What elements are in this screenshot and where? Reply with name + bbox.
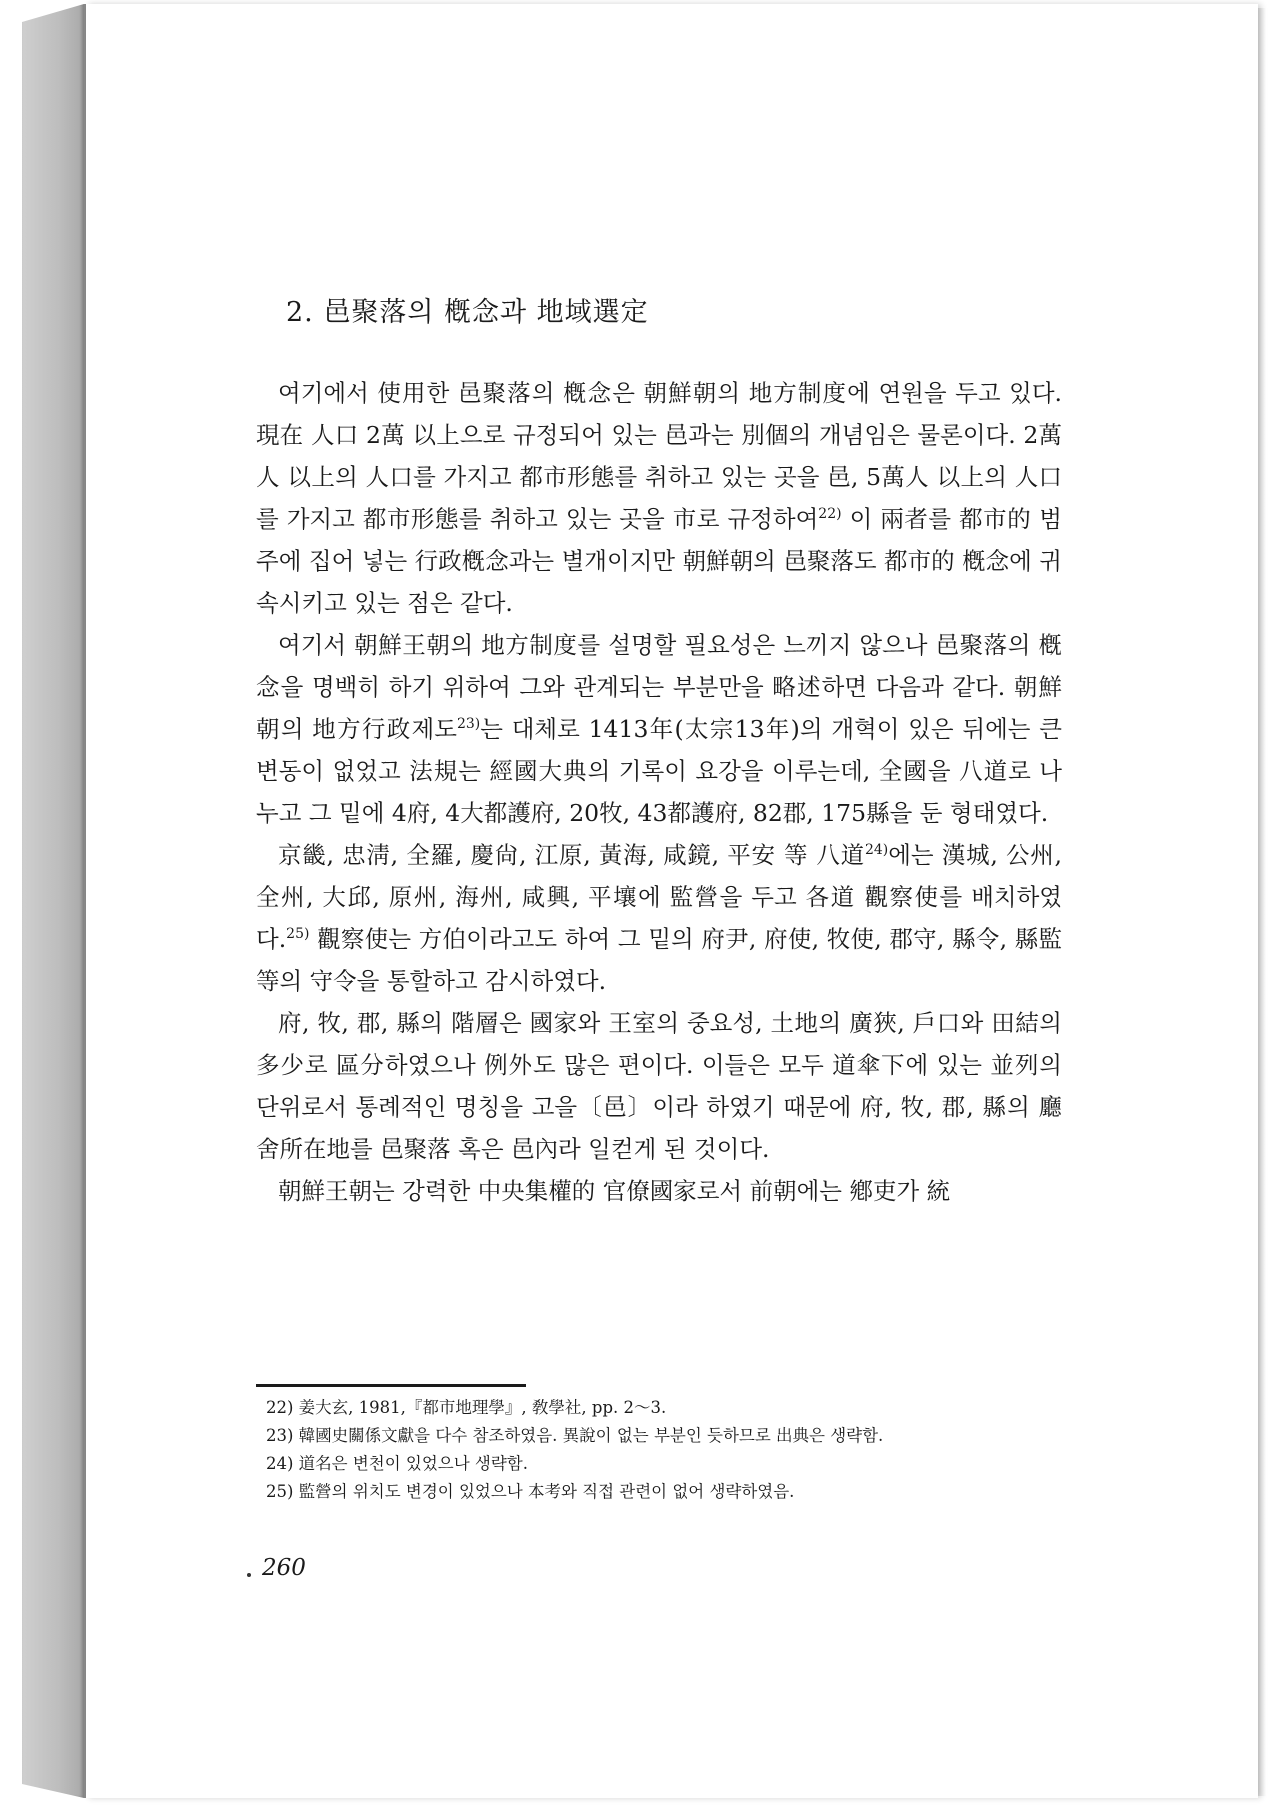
- footnote-23: 23) 韓國史關係文獻을 다수 참조하였음. 異說이 없는 부분인 듯하므로 出典은 생략함.: [266, 1426, 884, 1445]
- body-text: [256, 372, 1062, 1212]
- paragraph-3: 京畿, 忠淸, 全羅, 慶尙, 江原, 黃海, 咸鏡, 平安 等 八道$^{24)}$에는 漢城, 公州, 全州, 大邱, 原州, 海州, 咸興, 平壤에 監營을 두고 各道 觀察使를 배치하였다.$^{25)}$ 觀察使는 方伯이라고도 하여 그 밑의 府尹, 府使, 牧使, 郡守, 縣令, 縣監 等의 守令을 통할하고 감시하였다.: [256, 841, 1062, 995]
- paragraph-2: 여기서 朝鮮王朝의 地方制度를 설명할 필요성은 느끼지 않으나 邑聚落의 槪念을 명백히 하기 위하여 그와 관계되는 부분만을 略述하면 다음과 같다. 朝鮮朝의 地方行政제도$^{23)}$는 대체로 1413年(太宗13年)의 개혁이 있은 뒤에는 큰 변동이 없었고 法規는 經國大典의 기록이 요강을 이루는데, 全國을 八道로 나누고 그 밑에 4府, 4大都護府, 20牧, 43都護府, 82郡, 175縣을 둔 형태였다.: [256, 631, 1062, 827]
- paragraph-1: 여기에서 使用한 邑聚落의 槪念은 朝鮮朝의 地方制度에 연원을 두고 있다. 現在 人口 2萬 以上으로 규정되어 있는 邑과는 別個의 개념임은 물론이다. 2萬人 以上의 人口를 가지고 都市形態를 취하고 있는 곳을 邑, 5萬人 以上의 人口를 가지고 都市形態를 취하고 있는 곳을 市로 규정하여$^{22)}$ 이 兩者를 都市的 범주에 집어 넣는 行政槪念과는 별개이지만 朝鮮朝의 邑聚落도 都市的 槪念에 귀속시키고 있는 점은 같다.: [256, 379, 1063, 617]
- page-shadow: [1258, 8, 1266, 1796]
- page-mark-dot: [247, 1573, 251, 1577]
- footnote-25: 25) 監營의 위치도 변경이 있었으나 本考와 직접 관련이 없어 생략하였음.: [266, 1482, 795, 1501]
- footnote-22: 22) 姜大玄, 1981,『都市地理學』, 敎學社, pp. 2〜3.: [266, 1398, 667, 1417]
- footnote-divider: [256, 1384, 526, 1387]
- page-number: 260: [262, 1555, 306, 1581]
- paragraph-4: 府, 牧, 郡, 縣의 階層은 國家와 王室의 중요성, 土地의 廣狹, 戶口와 田結의 多少로 區分하였으나 例外도 많은 편이다. 이들은 모두 道傘下에 있는 並列의 단위로서 통례적인 명칭을 고을〔邑〕이라 하였기 때문에 府, 牧, 郡, 縣의 廳舍所在地를 邑聚落 혹은 邑內라 일컫게 된 것이다.: [256, 1009, 1062, 1163]
- book-spine-edge: [22, 4, 84, 1798]
- footnote-24: 24) 道名은 변천이 있었으나 생략함.: [266, 1454, 528, 1473]
- footnotes: [266, 1394, 1056, 1506]
- section-heading: 2. 邑聚落의 槪念과 地域選定: [286, 297, 649, 328]
- paragraph-5: 朝鮮王朝는 강력한 中央集權的 官僚國家로서 前朝에는 鄕吏가 統: [278, 1177, 951, 1205]
